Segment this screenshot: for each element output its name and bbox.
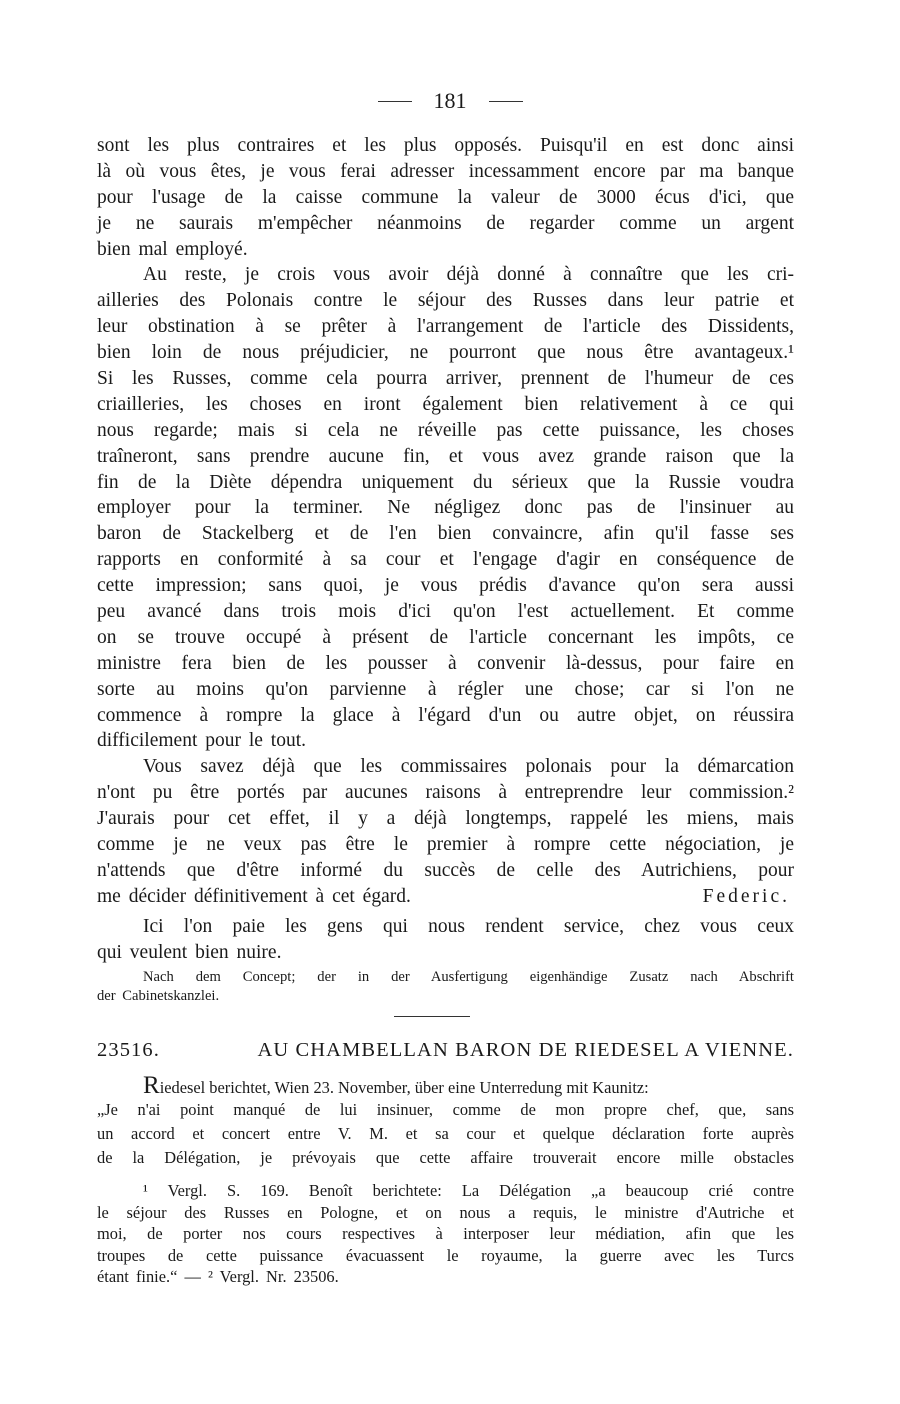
letter-line xyxy=(97,366,794,392)
line-text: rapports en conformité à sa cour et l'engage d'agir en conséquence de xyxy=(97,549,794,571)
line-text: baron de Stackelberg et de l'en bien convaincre, afin qu'il fasse ses xyxy=(97,523,794,545)
letter-line xyxy=(97,185,794,211)
letter-line xyxy=(97,858,794,884)
letter-line xyxy=(97,340,794,366)
letter-body xyxy=(97,133,794,910)
letter-line xyxy=(97,159,794,185)
letter-line xyxy=(97,806,794,832)
line-text: ailleries des Polonais contre le séjour des Russes dans leur patrie et xyxy=(97,290,794,312)
excerpt-line xyxy=(97,1074,794,1098)
excerpt-line xyxy=(97,1122,794,1146)
line-text: der Cabinetskanzlei. xyxy=(97,988,220,1004)
line-text: criailleries, les choses en iront également bien relativement à ce qui xyxy=(97,393,794,415)
letter-line xyxy=(97,651,794,677)
excerpt-line xyxy=(97,1146,794,1170)
letter-line xyxy=(97,884,794,910)
line-text: difficilement pour le tout. xyxy=(97,730,307,752)
line-text: troupes de cette puissance évacuassent le royaume, la guerre avec les Turcs xyxy=(97,1245,794,1265)
footnotes xyxy=(97,1180,794,1288)
postscript-line xyxy=(97,940,794,966)
line-text: peu avancé dans trois mois d'ici qu'on l'est actuellement. Et comme xyxy=(97,601,794,623)
letter-line xyxy=(97,262,794,288)
line-text: de la Délégation, je prévoyais que cette affaire trouverait encore mille obstacles xyxy=(97,1148,794,1167)
document-number: 23516. xyxy=(97,1039,160,1061)
footnote-line xyxy=(97,1245,794,1267)
letter-line xyxy=(97,392,794,418)
letter-line xyxy=(97,703,794,729)
line-text: commence à rompre la glace à l'égard d'un ou autre objet, on réussira xyxy=(97,704,794,726)
letter-line xyxy=(97,470,794,496)
line-text: bien mal employé. xyxy=(97,238,248,260)
signature: Federic. xyxy=(702,885,790,907)
line-text: Nach dem Concept; der in der Ausfertigung eigenhändige Zusatz nach Abschrift xyxy=(143,969,794,985)
source-note xyxy=(97,968,794,1006)
letter-line xyxy=(97,677,794,703)
letter-line xyxy=(97,832,794,858)
line-text: Ici l'on paie les gens qui nous rendent service, chez vous ceux xyxy=(143,916,794,937)
header-right-dash xyxy=(489,101,523,102)
line-text: qui veulent bien nuire. xyxy=(97,941,282,963)
line-text: on se trouve occupé à présent de l'article concernant les impôts, ce xyxy=(97,626,794,648)
letter-line xyxy=(97,573,794,599)
line-text: là où vous êtes, je vous ferai adresser incessamment encore par ma banque xyxy=(97,160,794,182)
line-text: Au reste, je crois vous avoir déjà donné à connaître que les cri- xyxy=(143,264,794,286)
letter-line xyxy=(97,625,794,651)
line-text: le séjour des Russes en Pologne, et on nous a requis, le ministre d'Autriche et xyxy=(97,1202,794,1222)
footnote-line xyxy=(97,1266,794,1288)
line-text: pour l'usage de la caisse commune la valeur de 3000 écus d'ici, que xyxy=(97,186,794,208)
line-text: bien loin de nous préjudicier, ne pourront que nous être avantageux.¹ xyxy=(97,342,794,364)
section-divider xyxy=(394,1016,470,1017)
line-text: Si les Russes, comme cela pourra arriver, prennent de l'humeur de ces xyxy=(97,368,794,390)
line-text: moi, de porter nos cours respectives à interposer leur médiation, afin que les xyxy=(97,1224,794,1243)
excerpt-line xyxy=(97,1098,794,1122)
line-text: „Je n'ai point manqué de lui insinuer, comme de mon propre chef, que, sans xyxy=(97,1100,794,1119)
letter-line xyxy=(97,780,794,806)
line-text: employer pour la terminer. Ne négligez donc pas de l'insinuer au xyxy=(97,497,794,519)
source-note-line xyxy=(97,968,794,987)
line-text: traîneront, sans prendre aucune fin, et vous avez grande raison que la xyxy=(97,445,794,467)
letter-line xyxy=(97,418,794,444)
letter-line xyxy=(97,547,794,573)
line-text: sont les plus contraires et les plus opposés. Puisqu'il en est donc ainsi xyxy=(97,135,794,156)
line-text: iedesel berichtet, Wien 23. November, über eine Unterredung mit Kaunitz: xyxy=(159,1078,649,1097)
header-left-dash xyxy=(378,101,412,102)
postscript-line xyxy=(97,914,794,940)
line-text: cette impression; sans quoi, je vous prédis d'avance qu'on sera aussi xyxy=(97,575,794,597)
footnote-line xyxy=(97,1180,794,1202)
line-text: J'aurais pour cet effet, il y a déjà longtemps, rappelé les miens, mais xyxy=(97,808,794,830)
document-title: AU CHAMBELLAN BARON DE RIEDESEL A VIENNE. xyxy=(257,1039,794,1061)
document-heading xyxy=(97,1039,794,1067)
line-text: étant finie.“ — ² Vergl. Nr. 23506. xyxy=(97,1267,339,1286)
line-text: je ne saurais m'empêcher néanmoins de regarder comme un argent xyxy=(97,212,794,234)
footnote-line xyxy=(97,1202,794,1224)
page-header xyxy=(0,86,900,116)
report-excerpt xyxy=(97,1074,794,1170)
line-text: nous regarde; mais si cela ne réveille pas cette puissance, les choses xyxy=(97,419,794,441)
letter-line xyxy=(97,495,794,521)
line-text: ministre fera bien de les pousser à convenir là-dessus, pour faire en xyxy=(97,652,794,674)
letter-line xyxy=(97,211,794,237)
line-text: un accord et concert entre V. M. et sa cour et quelque déclaration forte auprès xyxy=(97,1124,794,1143)
letter-line xyxy=(97,314,794,340)
letter-line xyxy=(97,521,794,547)
footnote-line xyxy=(97,1223,794,1245)
line-text: comme je ne veux pas être le premier à rompre cette négociation, je xyxy=(97,834,794,856)
letter-line xyxy=(97,288,794,314)
letter-line xyxy=(97,728,794,754)
source-note-line xyxy=(97,987,794,1006)
letter-line xyxy=(97,237,794,263)
line-text: me décider définitivement à cet égard. xyxy=(97,885,411,907)
line-text: Vous savez déjà que les commissaires polonais pour la démarcation xyxy=(143,756,794,778)
line-text: leur obstination à se prêter à l'arrangement de l'article des Dissidents, xyxy=(97,316,794,338)
drop-cap: R xyxy=(143,1072,160,1099)
line-text: n'attends que d'être informé du succès de celle des Autrichiens, pour xyxy=(97,859,794,881)
line-text: n'ont pu être portés par aucunes raisons à entreprendre leur commission.² xyxy=(97,782,794,804)
line-text: sorte au moins qu'on parvienne à régler une chose; car si l'on ne xyxy=(97,678,794,700)
letter-line xyxy=(97,754,794,780)
letter-line xyxy=(97,444,794,470)
line-text: fin de la Diète dépendra uniquement du sérieux que la Russie voudra xyxy=(97,471,794,493)
postscript xyxy=(97,914,794,966)
line-text: ¹ Vergl. S. 169. Benoît berichtete: La Délégation „a beaucoup crié contre xyxy=(143,1181,794,1200)
letter-line xyxy=(97,133,794,159)
page-number: 181 xyxy=(433,88,467,113)
letter-line xyxy=(97,599,794,625)
